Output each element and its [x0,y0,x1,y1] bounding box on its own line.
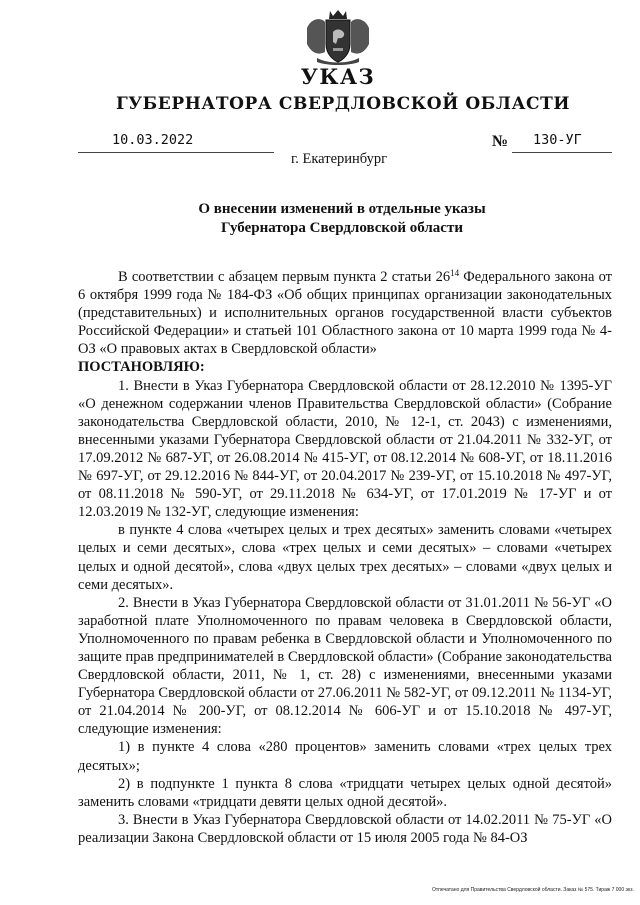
decree-title: УКАЗ [300,64,376,89]
intro-text-b: Федерального закона от 6 октября 1999 года № 184-ФЗ «Об общих принципах организации законодательных (представительных) и исполнительных органов государственной власти субъектов Российской Федерации» и статьей 101 Областного закона от 10 марта 1999 года № 4-ОЗ «О правовых актах в Свердловской области» [78,269,612,358]
intro-superscript: 14 [450,268,460,278]
intro-paragraph [78,268,612,358]
decree-issuer: ГУБЕРНАТОРА СВЕРДЛОВСКОЙ ОБЛАСТИ [115,94,571,114]
coat-of-arms-icon [303,8,373,66]
intro-text-a: В соответствии с абзацем первым пункта 2 статьи 26 [118,269,451,285]
decree-date: 10.03.2022 [112,132,194,148]
paragraph-2-sub-2: 2) в подпункте 1 пункта 8 слова «тридцати четырех целых одной десятой» заменить словами «тридцати девяти целых одной десятой». [78,775,612,810]
number-sign: № [492,133,509,150]
decree-word [78,358,612,376]
decree-heading [0,200,640,238]
city: г. Екатеринбург [290,151,388,167]
print-note: Отпечатано для Правительства Свердловской области. Заказ № 575. Тираж 7 000 экз. [432,887,634,893]
decree-number: 130-УГ [533,132,582,148]
paragraph-1: 1. Внести в Указ Губернатора Свердловской области от 28.12.2010 № 1395-УГ «О денежном содержании членов Правительства Свердловской области» (Собрание законодательства Свердловской области, 2010, № 12-1, ст. 2043) с изменениями, внесенными указами Губернатора Свердловской области от 21.04.2011 № 332-УГ, от 17.09.2012 № 687-УГ, от 26.08.2014 № 415-УГ, от 08.12.2014 № 608-УГ, от 18.11.2016 № 697-УГ, от 29.12.2016 № 844-УГ, от 20.04.2017 № 239-УГ, от 15.10.2018 № 497-УГ, от 08.11.2018 № 590-УГ, от 29.11.2018 № 634-УГ, от 17.01.2019 № 17-УГ и от 12.03.2019 № 132-УГ, следующие изменения: [78,377,612,521]
paragraph-1-change: в пункте 4 слова «четырех целых и трех десятых» заменить словами «четырех целых и семи десятых», слова «трех целых и семи десятых» – словами «четырех целых и одной десятой», слова «двух целых трех десятых» – словами «двух целых и семи десятых». [78,522,612,593]
paragraph-3: 3. Внести в Указ Губернатора Свердловской области от 14.02.2011 № 75-УГ «О реализации Закона Свердловской области от 15 июля 2005 года № 84-ОЗ [78,811,612,846]
decree-body [78,268,612,847]
decree-word-text: ПОСТАНОВЛЯЮ: [78,359,205,376]
heading-line-1: О внесении изменений в отдельные указы [198,201,486,217]
paragraph-2-sub-1: 1) в пункте 4 слова «280 процентов» заменить словами «трех целых трех десятых»; [78,739,612,774]
paragraph-2: 2. Внести в Указ Губернатора Свердловской области от 31.01.2011 № 56-УГ «О заработной плате Уполномоченного по правам человека в Свердловской области, Уполномоченного по правам ребенка в Свердловской области и Уполномоченного по защите прав предпринимателей в Свердловской области» (Собрание законодательства Свердловской области, 2011, № 1, ст. 28) с изменениями, внесенными указами Губернатора Свердловской области от 27.06.2011 № 582-УГ, от 09.12.2011 № 1134-УГ, от 21.04.2014 № 200-УГ, от 08.12.2014 № 606-УГ и от 15.10.2018 № 497-УГ, следующие изменения: [78,594,612,738]
heading-line-2: Губернатора Свердловской области [221,220,463,236]
